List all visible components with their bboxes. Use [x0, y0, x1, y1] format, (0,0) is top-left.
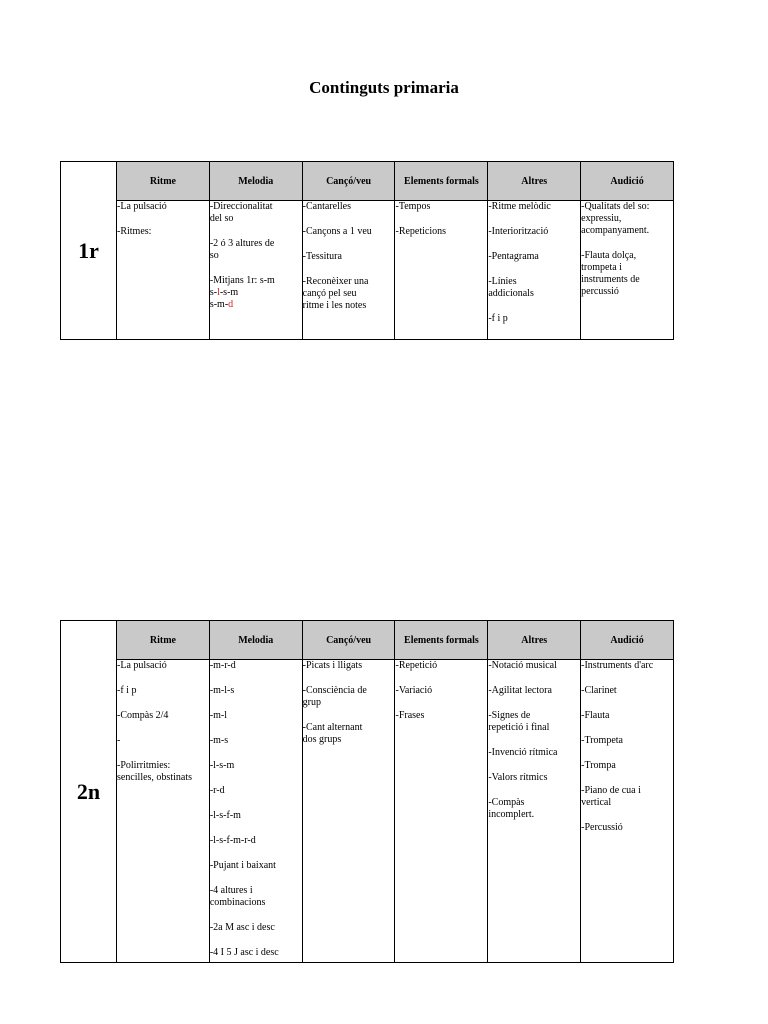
list-item: -Cançons a 1 veu [302, 226, 372, 237]
text-segment: -Mitjans 1r: s-m s- [209, 275, 275, 298]
list-item: -m-l [209, 710, 228, 721]
list-item: -Pentagrama [488, 251, 539, 262]
highlighted-note: d [228, 299, 234, 310]
header-canco-veu: Cançó/veu [302, 621, 395, 660]
list-item: -r-d [209, 785, 225, 796]
cell-melodia [209, 660, 302, 963]
list-item: -2a M asc i desc [209, 922, 275, 933]
header-elements-formals: Elements formals [395, 162, 488, 201]
contents-table-2n [60, 620, 674, 963]
list-item: -Flauta [581, 710, 610, 721]
list-item: -4 altures i combinacions [209, 885, 266, 908]
list-item: -Qualitats del so: expressiu, acompanyament. [581, 201, 650, 236]
header-row [61, 162, 674, 201]
list-item: -2 ó 3 altures de so [209, 238, 275, 261]
list-item: -m-r-d [209, 660, 236, 671]
list-item: -Interiorització [488, 226, 549, 237]
list-item: -Compàs incomplert. [488, 797, 535, 820]
list-item: -l-s-f-m [209, 810, 241, 821]
list-item: -Compàs 2/4 [117, 710, 169, 721]
list-item: -Pujant i baixant [209, 860, 276, 871]
grade-label: 2n [61, 621, 117, 963]
list-item: -Tempos [395, 201, 431, 212]
list-item: -l-s-m [209, 760, 235, 771]
list-item: -Invenció rítmica [488, 747, 558, 758]
list-item: -Frases [395, 710, 425, 721]
list-item: -Repetició [395, 660, 438, 671]
list-item: -Tessitura [302, 251, 342, 262]
list-item: -Trompa [581, 760, 616, 771]
list-item: -Percussió [581, 822, 623, 833]
list-item: - [117, 735, 121, 746]
list-item: -l-s-f-m-r-d [209, 835, 256, 846]
list-item: -Ritmes: [117, 226, 152, 237]
list-item: -m-s [209, 735, 229, 746]
list-item: -Clarinet [581, 685, 617, 696]
cell-altres [488, 201, 581, 340]
list-item: -Piano de cua i vertical [581, 785, 641, 808]
cell-ritme [117, 201, 210, 340]
list-item: -Signes de repetició i final [488, 710, 550, 733]
list-item: -f i p [488, 313, 508, 324]
list-item: -Notació musical [488, 660, 557, 671]
list-item: -Repeticions [395, 226, 447, 237]
list-item: -Picats i lligats [302, 660, 363, 671]
list-item: -Agilitat lectora [488, 685, 552, 696]
grade-label: 1r [61, 162, 117, 340]
header-melodia: Melodia [209, 162, 302, 201]
contents-table-1r [60, 161, 674, 340]
list-item: -La pulsació [117, 201, 167, 212]
content-row [61, 201, 674, 340]
list-item: -Trompeta [581, 735, 623, 746]
list-item: -Línies addicionals [488, 276, 534, 299]
text-segment: -s-m s-m- [209, 287, 239, 310]
header-row [61, 621, 674, 660]
highlighted-note: l [217, 287, 220, 298]
cell-melodia [209, 201, 302, 340]
cell-canco-veu [302, 201, 395, 340]
header-altres: Altres [488, 621, 581, 660]
list-item: -Direccionalitat del so [209, 201, 273, 224]
header-audicio: Audició [581, 162, 674, 201]
header-melodia: Melodia [209, 621, 302, 660]
cell-canco-veu [302, 660, 395, 963]
cell-audicio [581, 660, 674, 963]
list-item: -Reconèixer una cançó pel seu ritme i les notes [302, 276, 369, 311]
header-ritme: Ritme [117, 162, 210, 201]
header-canco-veu: Cançó/veu [302, 162, 395, 201]
cell-audicio [581, 201, 674, 340]
list-item: -Variació [395, 685, 433, 696]
page-title: Continguts primaria [309, 78, 459, 97]
list-item: -La pulsació [117, 660, 167, 671]
list-item: -f i p [117, 685, 137, 696]
header-ritme: Ritme [117, 621, 210, 660]
content-row [61, 660, 674, 963]
list-item: -Cantarelles [302, 201, 351, 212]
list-item: -Valors rítmics [488, 772, 548, 783]
cell-ritme [117, 660, 210, 963]
list-item: -Cant alternant dos grups [302, 722, 363, 745]
cell-elements-formals [395, 660, 488, 963]
list-item: -Consciència de grup [302, 685, 367, 708]
list-item: -Flauta dolça, trompeta i instruments de percussió [581, 250, 640, 297]
cell-elements-formals [395, 201, 488, 340]
header-audicio: Audició [581, 621, 674, 660]
list-item: -Instruments d'arc [581, 660, 654, 671]
cell-altres [488, 660, 581, 963]
header-altres: Altres [488, 162, 581, 201]
list-item: -m-l-s [209, 685, 235, 696]
list-item [210, 275, 302, 311]
list-item: -4 I 5 J asc i desc [209, 947, 279, 958]
list-item: -Polirritmies: sencilles, obstinats [117, 760, 192, 783]
header-elements-formals: Elements formals [395, 621, 488, 660]
list-item: -Ritme melòdic [488, 201, 551, 212]
